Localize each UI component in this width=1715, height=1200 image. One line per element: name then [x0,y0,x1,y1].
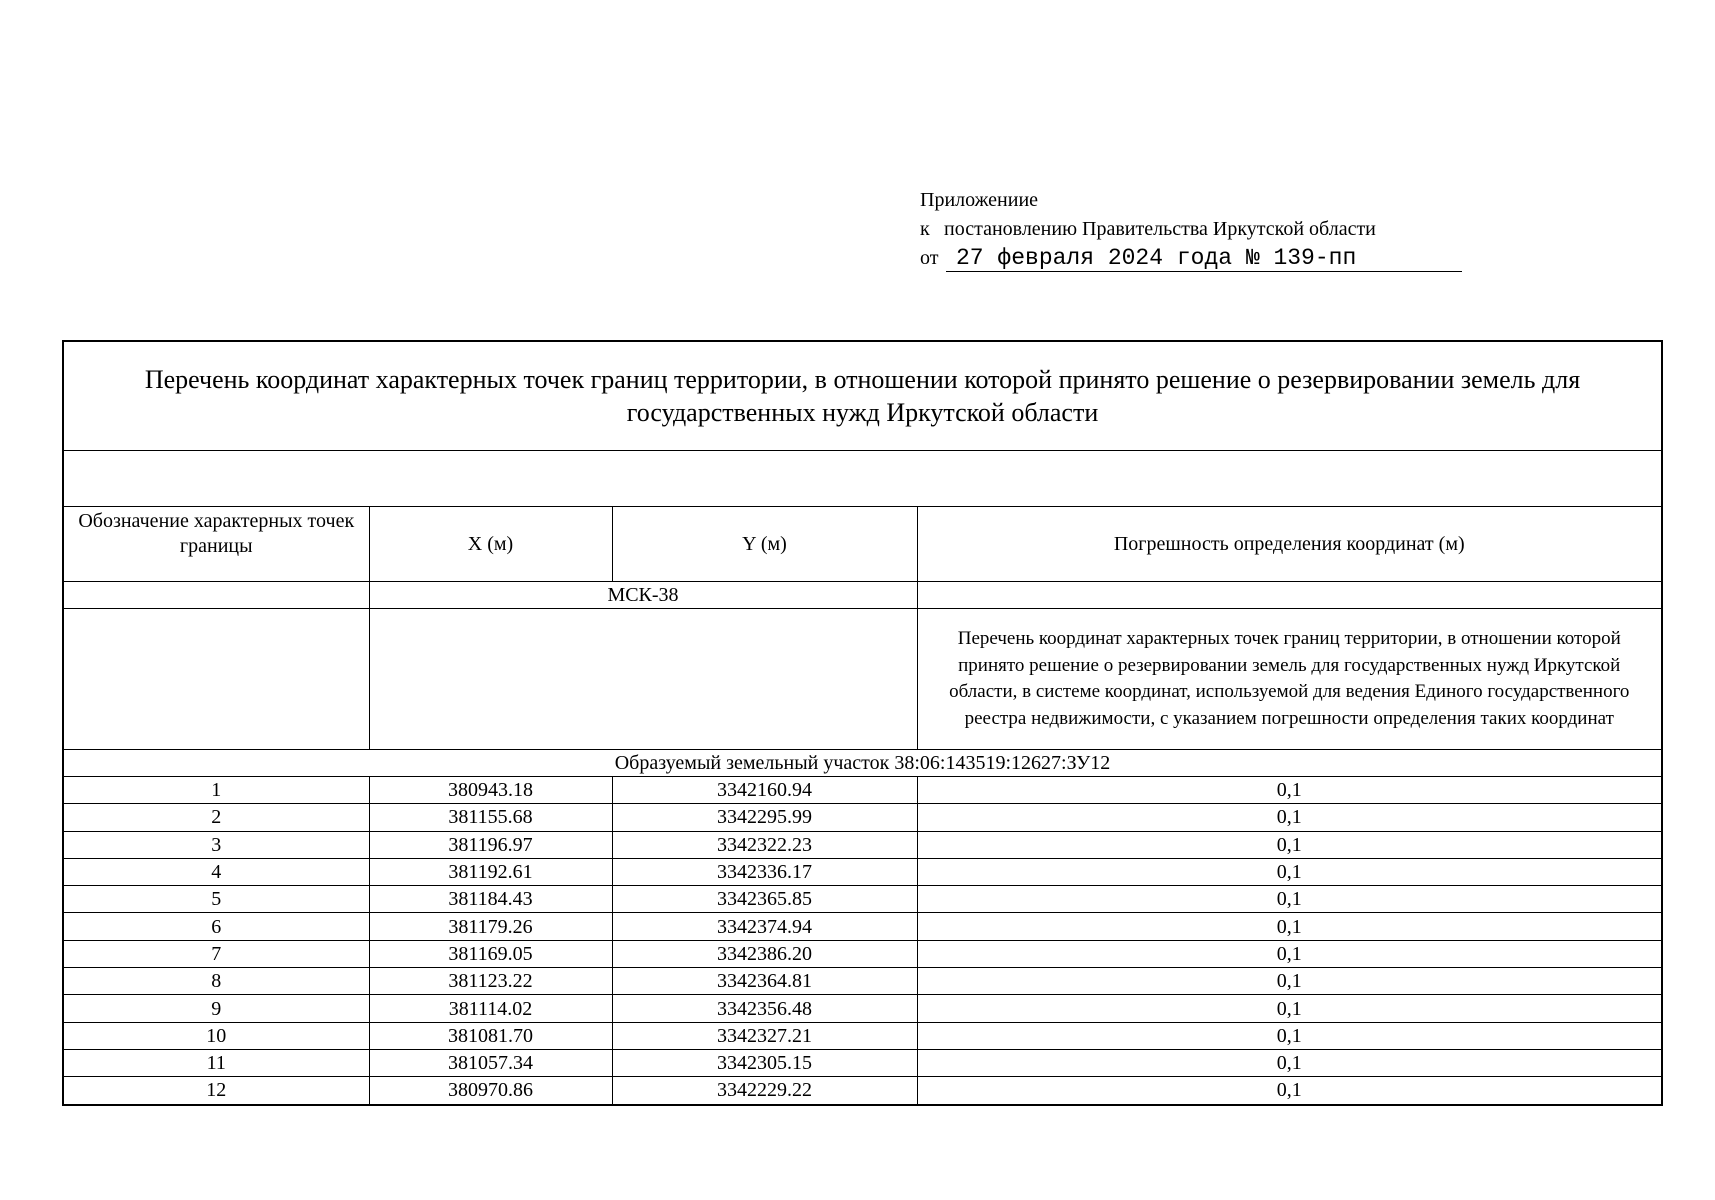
y-cell: 3342229.22 [612,1077,917,1105]
y-cell: 3342322.23 [612,831,917,858]
table-row [63,1077,1662,1105]
date-prefix: от [920,247,939,269]
table-row [63,940,1662,967]
point-number-cell: 9 [63,995,369,1022]
parcel-row [63,750,1662,777]
error-cell: 0,1 [917,777,1662,804]
error-cell: 0,1 [917,995,1662,1022]
table-row [63,1049,1662,1076]
header-error: Погрешность определения координат (м) [917,507,1662,582]
coordinate-system-row [63,582,1662,609]
x-cell: 381114.02 [369,995,612,1022]
y-cell: 3342374.94 [612,913,917,940]
point-number-cell: 4 [63,858,369,885]
x-cell: 381196.97 [369,831,612,858]
x-cell: 381192.61 [369,858,612,885]
point-number-cell: 11 [63,1049,369,1076]
point-number-cell: 5 [63,886,369,913]
table-row [63,804,1662,831]
point-number-cell: 3 [63,831,369,858]
empty-cell [369,609,917,750]
x-cell: 381123.22 [369,968,612,995]
empty-cell [63,451,1662,507]
empty-row [63,451,1662,507]
error-cell: 0,1 [917,968,1662,995]
table-title: Перечень координат характерных точек границ территории, в отношении которой принято решение о резервировании земель для государственных нужд Иркутской области [63,341,1662,451]
error-cell: 0,1 [917,886,1662,913]
error-cell: 0,1 [917,940,1662,967]
y-cell: 3342364.81 [612,968,917,995]
point-number-cell: 2 [63,804,369,831]
y-cell: 3342336.17 [612,858,917,885]
point-number-cell: 8 [63,968,369,995]
table-row [63,831,1662,858]
y-cell: 3342295.99 [612,804,917,831]
y-cell: 3342386.20 [612,940,917,967]
empty-cell [63,582,369,609]
error-cell: 0,1 [917,804,1662,831]
table-row [63,777,1662,804]
point-number-cell: 10 [63,1022,369,1049]
appendix-resolution-text: постановлению Правительства Иркутской области [944,218,1376,240]
header-row [63,507,1662,582]
table-row [63,995,1662,1022]
y-cell: 3342365.85 [612,886,917,913]
x-cell: 380970.86 [369,1077,612,1105]
x-cell: 381057.34 [369,1049,612,1076]
point-number-cell: 12 [63,1077,369,1105]
y-cell: 3342305.15 [612,1049,917,1076]
table-row [63,1022,1662,1049]
header-point: Обозначение характерных точек границы [63,507,369,582]
x-cell: 381184.43 [369,886,612,913]
y-cell: 3342160.94 [612,777,917,804]
error-cell: 0,1 [917,913,1662,940]
y-cell: 3342356.48 [612,995,917,1022]
header-x: X (м) [369,507,612,582]
table-row [63,858,1662,885]
error-cell: 0,1 [917,858,1662,885]
error-cell: 0,1 [917,1049,1662,1076]
date-field: 27 февраля 2024 года № 139-пп [946,245,1462,272]
table-row [63,968,1662,995]
appendix-header [920,186,1470,273]
description-row [63,609,1662,750]
x-cell: 381169.05 [369,940,612,967]
x-cell: 381179.26 [369,913,612,940]
x-cell: 381081.70 [369,1022,612,1049]
x-cell: 381155.68 [369,804,612,831]
empty-cell [917,582,1662,609]
point-number-cell: 7 [63,940,369,967]
table-row [63,886,1662,913]
description-text: Перечень координат характерных точек границ территории, в отношении которой принято решение о резервировании земель для государственных нужд Иркутской области, в системе координат, используемой для ведения Единого государственного реестра недвижимости, с указанием погрешности определения таких координат [917,609,1662,750]
table-title-row [63,341,1662,451]
table-row [63,913,1662,940]
error-cell: 0,1 [917,1022,1662,1049]
parcel-label: Образуемый земельный участок 38:06:143519:12627:ЗУ12 [63,750,1662,777]
point-number-cell: 6 [63,913,369,940]
coordinate-system: МСК-38 [369,582,917,609]
error-cell: 0,1 [917,831,1662,858]
appendix-preposition: к [920,218,930,240]
header-y: Y (м) [612,507,917,582]
x-cell: 380943.18 [369,777,612,804]
appendix-resolution-line [920,215,1470,244]
error-cell: 0,1 [917,1077,1662,1105]
empty-cell [63,609,369,750]
appendix-title: Приложениие [920,189,1039,211]
y-cell: 3342327.21 [612,1022,917,1049]
coordinates-table [62,340,1663,1106]
point-number-cell: 1 [63,777,369,804]
appendix-date-line [920,244,1470,273]
